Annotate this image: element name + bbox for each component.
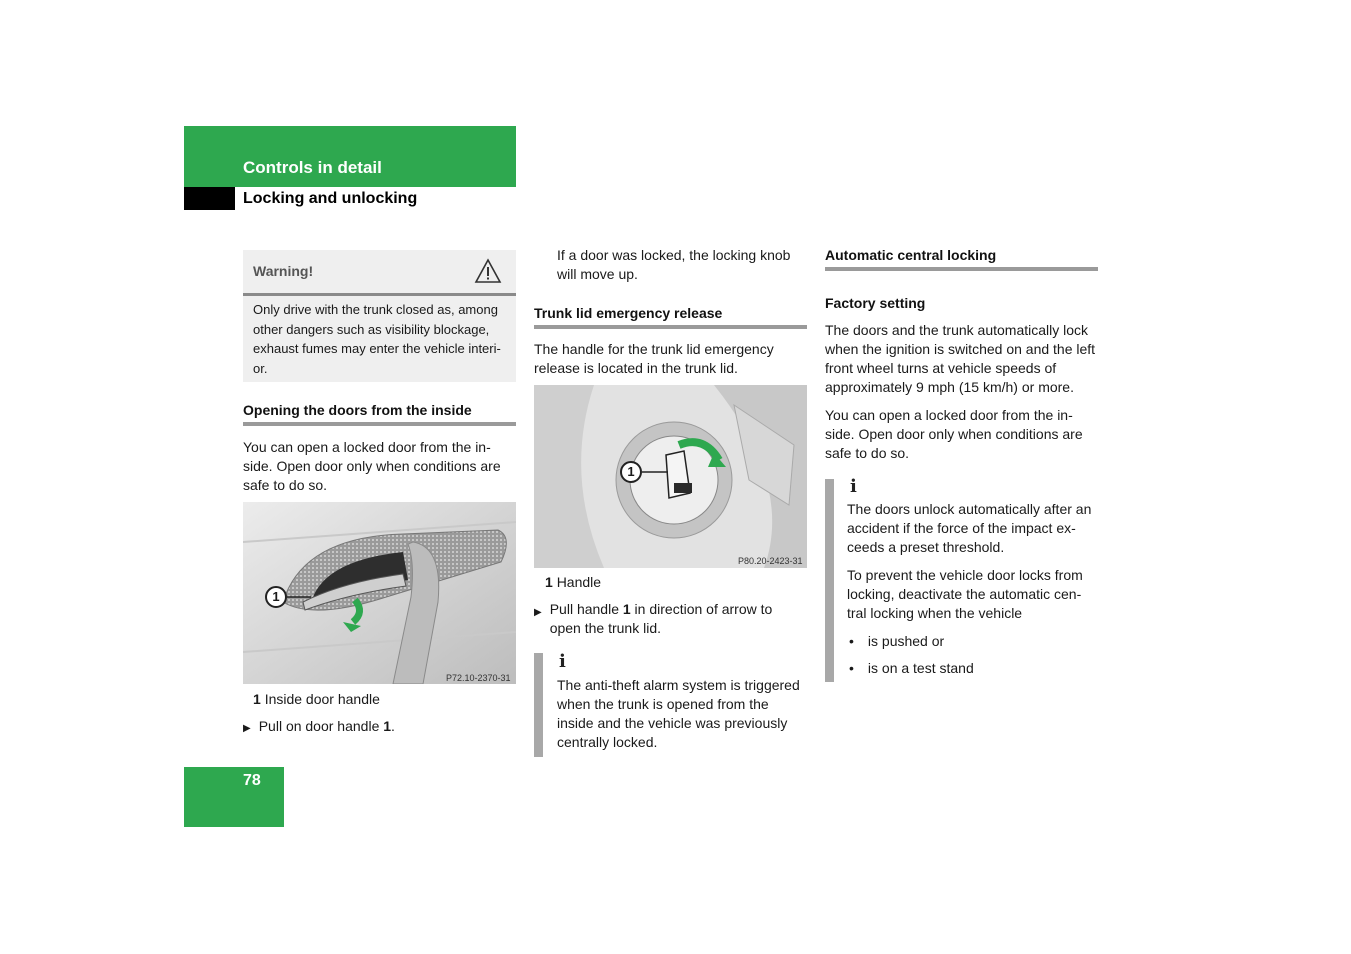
triangle-bullet-icon: ▶ (243, 723, 251, 734)
warning-label: Warning! (253, 263, 314, 279)
info-icon: i (850, 476, 857, 497)
caption-number: 1 (253, 691, 261, 707)
image-code: P80.20-2423-31 (738, 556, 803, 566)
unlock-info-text: The doors unlock automatically after an accident if the force of the impact ex-ceeds a preset threshold. (847, 501, 1092, 555)
list-item-text: is pushed or (867, 633, 945, 649)
automatic-lock-text: The doors and the trunk automatically lock when the ignition is switched on and the left front wheel turns at vehicle speeds of approximately 9 mph (15 km/h) or more. (825, 322, 1096, 395)
info-bar (825, 479, 834, 682)
deactivate-info-text: To prevent the vehicle door locks from locking, deactivate the automatic cen-tral locking when the vehicle (847, 567, 1083, 621)
locking-knob-text: If a door was locked, the locking knob will move up. (557, 247, 791, 282)
caption-text: Inside door handle (264, 691, 380, 707)
step-number: 1 (383, 718, 392, 734)
warning-text: Only drive with the trunk closed as, among other dangers such as visibility blockage, exhaust fumes may enter the vehicle interi-or. (253, 302, 501, 376)
step-text: Pull on door handle (258, 718, 384, 734)
image-code: P72.10-2370-31 (446, 673, 511, 683)
caption-text: Handle (556, 574, 602, 590)
step-suffix: in direction of arrow to open the trunk lid. (549, 601, 773, 636)
step-suffix: . (391, 718, 395, 734)
opening-doors-text: You can open a locked door from the in-side. Open door only when conditions are safe to do so. (243, 439, 501, 493)
trunk-release-text: The handle for the trunk lid emergency release is located in the trunk lid. (534, 341, 774, 376)
caption-inside-door-handle (253, 690, 380, 709)
step-pull-handle (534, 600, 806, 638)
trunk-handle-illustration (534, 385, 807, 568)
page-number: 78 (243, 772, 261, 789)
section-title: Controls in detail (243, 158, 382, 177)
bullet-dot-icon: • (849, 660, 854, 676)
callout-1: 1 (620, 461, 642, 483)
list-item-text: is on a test stand (867, 660, 974, 676)
bullet-dot-icon: • (849, 633, 854, 649)
warning-triangle-icon (474, 258, 502, 284)
page-number-box (184, 767, 284, 827)
callout-1: 1 (265, 586, 287, 608)
heading-opening-doors: Opening the doors from the inside (243, 402, 516, 426)
step-pull-door-handle (243, 717, 395, 738)
caption-handle (545, 573, 601, 592)
triangle-bullet-icon: ▶ (534, 607, 542, 618)
caption-number: 1 (545, 574, 553, 590)
info-icon: i (559, 651, 566, 672)
anti-theft-info-text: The anti-theft alarm system is triggered when the trunk is opened from the inside and the vehicle was previously centrally locked. (557, 677, 800, 750)
heading-trunk-release: Trunk lid emergency release (534, 305, 807, 329)
step-text: Pull handle (549, 601, 623, 617)
section-marker (184, 187, 235, 210)
info-bar (534, 653, 543, 757)
subsection-title: Locking and unlocking (243, 190, 418, 207)
warning-box (243, 250, 516, 382)
trunk-handle-image (534, 385, 807, 568)
heading-automatic-central-locking: Automatic central locking (825, 247, 1098, 271)
door-handle-image (243, 502, 516, 684)
subheading-factory-setting: Factory setting (825, 295, 926, 311)
warning-header (243, 250, 516, 296)
open-door-text: You can open a locked door from the in-side. Open door only when conditions are safe to do so. (825, 407, 1083, 461)
list-item (849, 659, 974, 678)
step-number: 1 (622, 601, 631, 617)
list-item (849, 632, 944, 651)
